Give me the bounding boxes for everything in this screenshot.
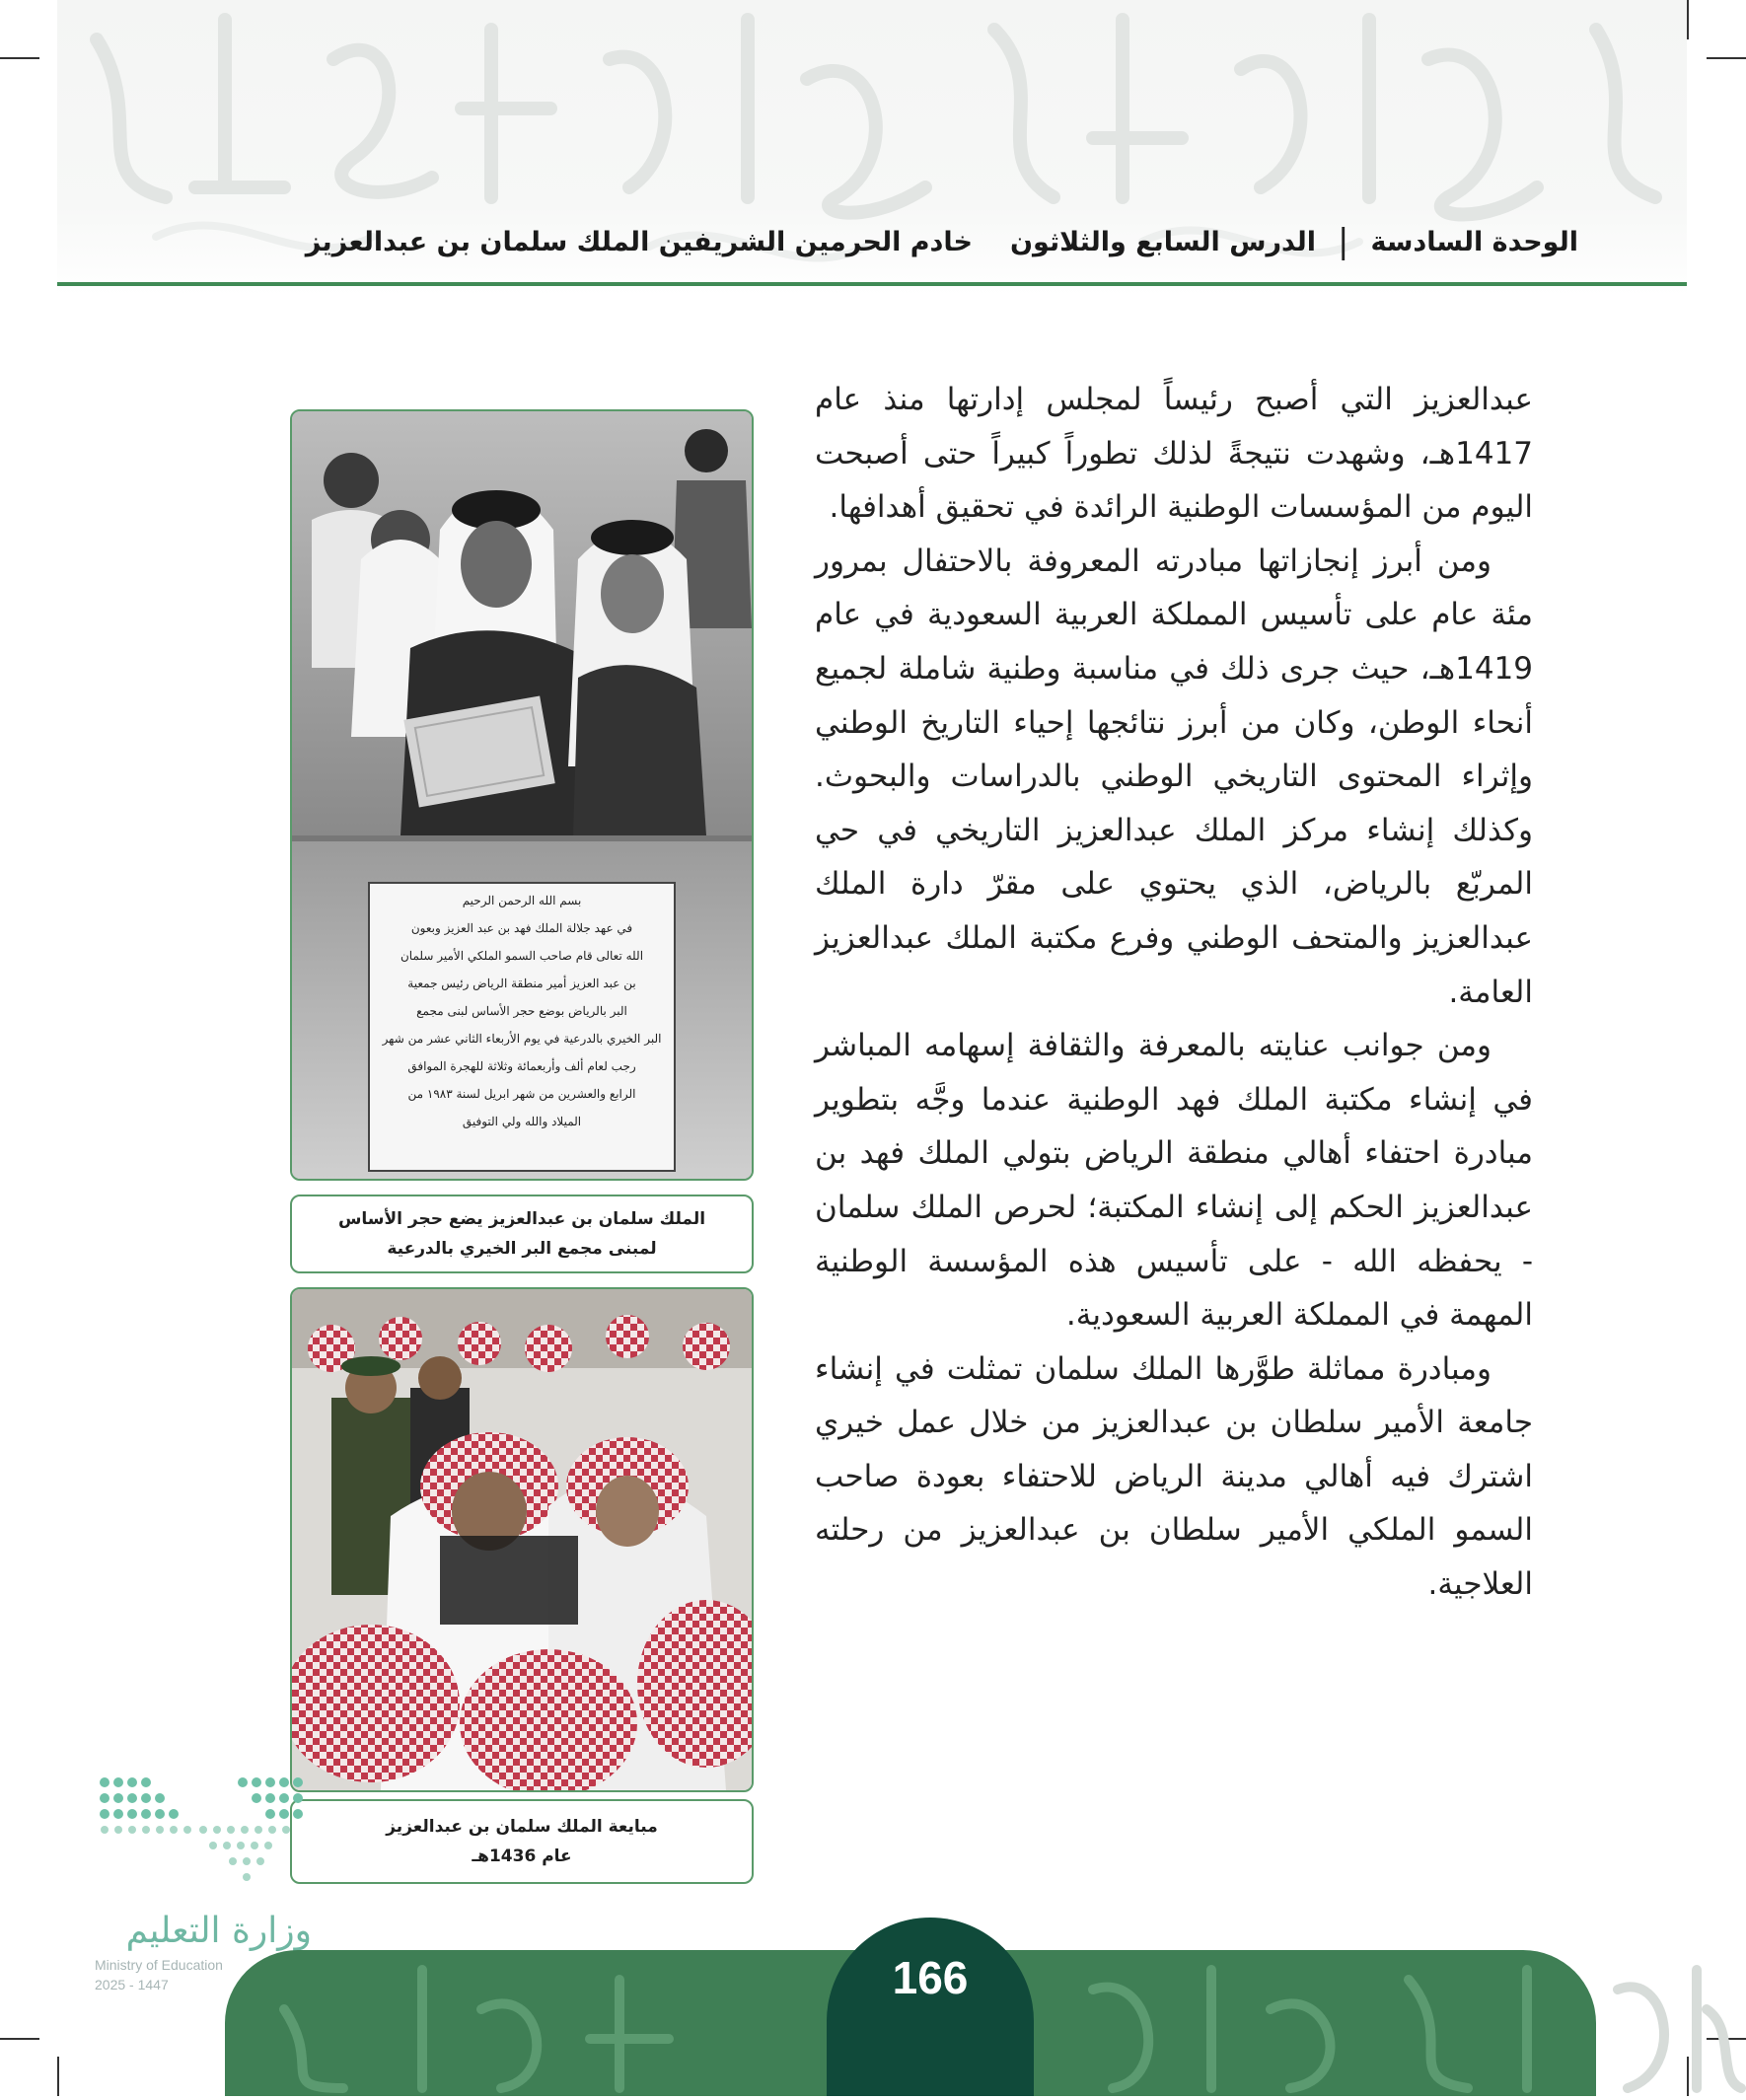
plaque-line: الميلاد والله ولي التوفيق bbox=[462, 1115, 582, 1128]
caption-line: عام 1436هـ bbox=[472, 1847, 572, 1866]
caption-line: الملك سلمان بن عبدالعزيز يضع حجر الأساس bbox=[337, 1209, 706, 1229]
plaque-line: رجب لعام ألف وأربعمائة وثلاثة للهجرة الموافق bbox=[407, 1059, 636, 1073]
paragraph: ومن جوانب عنايته بالمعرفة والثقافة إسهامه المباشر في إنشاء مكتبة الملك فهد الوطنية عندما وجَّه بتطوير مبادرة احتفاء أهالي منطقة الرياض بتولي الملك فهد بن عبدالعزيز الحكم إلى إنشاء المكتبة؛ لحرص الملك سلمان - يحفظه الله - على تأسيس هذه المؤسسة الوطنية المهمة في المملكة العربية السعودية. bbox=[815, 1028, 1533, 1334]
page-number: 166 bbox=[892, 1952, 969, 2003]
crop-mark-bottom-left-v bbox=[57, 2057, 59, 2096]
paragraph: ومبادرة مماثلة طوَّرها الملك سلمان تمثلت في إنشاء جامعة الأمير سلطان بن عبدالعزيز من خلال عمل خيري اشترك فيه أهالي مدينة الرياض للاحتفاء بعودة صاحب السمو الملكي الأمير سلطان بن عبدالعزيز من رحلته العلاجية. bbox=[815, 1350, 1533, 1603]
footer-calligraphy-right bbox=[1598, 1950, 1746, 2096]
crop-mark-bottom-left-h bbox=[0, 2038, 39, 2040]
pledge-ceremony-photo bbox=[290, 1287, 754, 1792]
ministry-name-en: Ministry of Education bbox=[95, 1957, 223, 1973]
caption-line: لمبنى مجمع البر الخيري بالدرعية bbox=[387, 1239, 657, 1259]
foundation-stone-photo bbox=[290, 409, 754, 1181]
crop-mark-top-right-h bbox=[1707, 57, 1746, 59]
ministry-logo-dots bbox=[95, 1773, 312, 1891]
plaque-line: بن عبد العزيز أمير منطقة الرياض رئيس جمعية bbox=[407, 977, 636, 990]
ministry-name-ar: وزارة التعليم bbox=[125, 1911, 312, 1951]
plaque-line: الله تعالى قام صاحب السمو الملكي الأمير سلمان bbox=[400, 949, 644, 963]
lesson-title: الدرس السابع والثلاثون bbox=[1010, 226, 1317, 257]
page-header bbox=[57, 212, 1687, 271]
lesson-topic: خادم الحرمين الشريفين الملك سلمان بن عبدالعزيز bbox=[305, 226, 974, 257]
unit-title: الوحدة السادسة bbox=[1370, 226, 1578, 257]
edition-year: 2025 - 1447 bbox=[95, 1977, 169, 1992]
crop-mark-top-left-h bbox=[0, 57, 39, 59]
plaque-line: البر الخيري بالدرعية في يوم الأربعاء الثاني عشر من شهر bbox=[382, 1032, 662, 1046]
plaque-line: البر بالرياض بوضع حجر الأساس لبنى مجمع bbox=[416, 1004, 627, 1018]
header-divider bbox=[57, 282, 1687, 286]
photo-caption-pledge bbox=[290, 1799, 754, 1884]
paragraph: عبدالعزيز التي أصبح رئيساً لمجلس إدارتها منذ عام 1417هـ، وشهدت نتيجةً لذلك تطوراً كبيراً حتى أصبحت اليوم من المؤسسات الوطنية الرائدة في تحقيق أهدافها. bbox=[815, 382, 1533, 526]
lesson-body-text bbox=[815, 373, 1533, 1612]
paragraph: ومن أبرز إنجازاتها مبادرته المعروفة بالاحتفال بمرور مئة عام على تأسيس المملكة العربية السعودية في عام 1419هـ، حيث جرى ذلك في مناسبة وطنية شاملة لجميع أنحاء الوطن، وكان من أبرز نتائجها إحياء التاريخ الوطني وإثراء المحتوى التاريخي الوطني بالدراسات والبحوث. وكذلك إنشاء مركز الملك عبدالعزيز التاريخي في حي المربّع بالرياض، الذي يحتوي على مقرّ دارة الملك عبدالعزيز والمتحف الوطني وفرع مكتبة الملك عبدالعزيز العامة. bbox=[815, 543, 1533, 1010]
plaque-line: في عهد جلالة الملك فهد بن عبد العزيز وبعون bbox=[410, 921, 633, 935]
caption-line: مبايعة الملك سلمان بن عبدالعزيز bbox=[386, 1817, 658, 1837]
plaque-line: الرابع والعشرين من شهر ابريل لسنة ١٩٨٣ من bbox=[407, 1087, 636, 1101]
crop-mark-top-right-v bbox=[1687, 0, 1689, 39]
page-number-badge bbox=[827, 1918, 1034, 2096]
header-separator: | bbox=[1338, 222, 1349, 261]
photo-caption-foundation bbox=[290, 1195, 754, 1273]
plaque-line: بسم الله الرحمن الرحيم bbox=[462, 894, 582, 907]
